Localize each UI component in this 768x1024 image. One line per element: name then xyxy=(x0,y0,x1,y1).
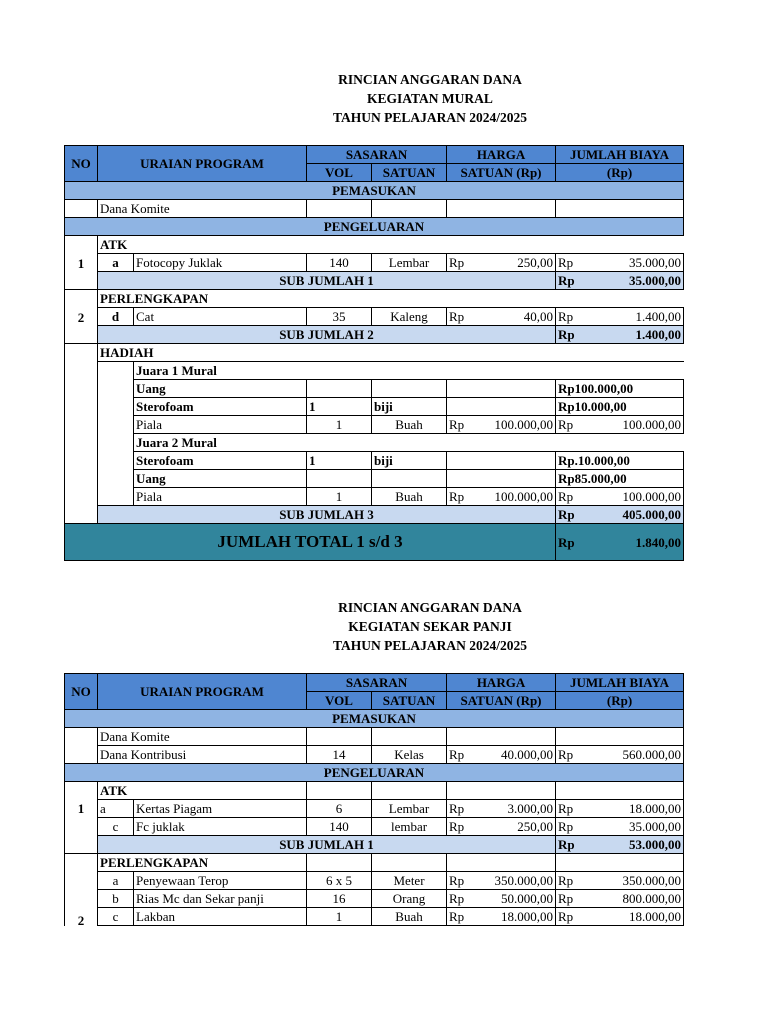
rp-label: Rp xyxy=(558,489,574,504)
item-code: d xyxy=(98,308,134,326)
table-row xyxy=(65,308,684,326)
dana-komite-label: Dana Komite xyxy=(98,200,307,218)
item-harga: 18.000,00 xyxy=(501,909,554,924)
rp-label: Rp xyxy=(558,255,574,270)
item-code: a xyxy=(98,800,134,818)
header-harga-satuan: SATUAN (Rp) xyxy=(447,692,556,710)
item-jumlah: 35.000,00 xyxy=(629,255,682,270)
table-row xyxy=(65,908,684,926)
item-satuan: biji xyxy=(372,398,447,416)
rp-label: Rp xyxy=(449,819,465,834)
doc1-title-line2: KEGIATAN MURAL xyxy=(367,91,493,106)
rp-label: Rp xyxy=(449,909,465,924)
item-vol: 1 xyxy=(307,908,372,926)
table-row xyxy=(65,380,684,398)
item-satuan: Kelas xyxy=(372,746,447,764)
item-vol: 140 xyxy=(307,818,372,836)
table-row xyxy=(65,434,684,452)
table-row xyxy=(65,488,684,506)
table-row xyxy=(65,872,684,890)
item-name: Kertas Piagam xyxy=(134,800,307,818)
header-no: NO xyxy=(65,674,98,710)
table-row xyxy=(65,470,684,488)
item-code: b xyxy=(98,890,134,908)
header-harga: HARGA xyxy=(447,674,556,692)
pemasukan-band: PEMASUKAN xyxy=(65,182,684,200)
subtotal-value: 1.400,00 xyxy=(635,327,682,342)
header-uraian: URAIAN PROGRAM xyxy=(98,674,307,710)
item-satuan: Lembar xyxy=(372,800,447,818)
header-jumlah-rp: (Rp) xyxy=(556,692,684,710)
item-satuan: Orang xyxy=(372,890,447,908)
table-row xyxy=(65,254,684,272)
header-satuan: SATUAN xyxy=(372,692,447,710)
item-harga: 40,00 xyxy=(523,309,554,324)
item-name: Sterofoam xyxy=(134,452,307,470)
header-harga-satuan: SATUAN (Rp) xyxy=(447,164,556,182)
item-vol: 1 xyxy=(307,416,372,434)
rp-label: Rp xyxy=(449,417,465,432)
table-row xyxy=(65,746,684,764)
table-row xyxy=(65,398,684,416)
item-jumlah: Rp.10.000,00 xyxy=(556,452,684,470)
rp-label: Rp xyxy=(558,507,575,522)
item-vol: 6 x 5 xyxy=(307,872,372,890)
subtotal-row xyxy=(65,506,684,524)
pengeluaran-band: PENGELUARAN xyxy=(65,218,684,236)
section-label-hadiah: HADIAH xyxy=(98,344,684,362)
section-label-perlengkapan: PERLENGKAPAN xyxy=(98,854,307,872)
item-jumlah: 350.000,00 xyxy=(622,873,682,888)
item-harga: 250,00 xyxy=(517,819,554,834)
table-row xyxy=(65,344,684,362)
grand-total-value: 1.840,00 xyxy=(635,534,682,550)
subtotal-label: SUB JUMLAH 2 xyxy=(98,326,556,344)
rp-label: Rp xyxy=(558,273,575,288)
table-row xyxy=(65,236,684,254)
item-jumlah: 100.000,00 xyxy=(622,489,682,504)
subtotal-value: 35.000,00 xyxy=(629,273,682,288)
item-satuan: Buah xyxy=(372,416,447,434)
doc2-title-line2: KEGIATAN SEKAR PANJI xyxy=(348,619,512,634)
header-sasaran: SASARAN xyxy=(307,674,447,692)
subtotal-value: 405.000,00 xyxy=(622,507,682,522)
doc1-title-line3: TAHUN PELAJARAN 2024/2025 xyxy=(332,110,527,125)
item-vol: 16 xyxy=(307,890,372,908)
section-label-perlengkapan: PERLENGKAPAN xyxy=(98,290,684,308)
total-row xyxy=(65,524,684,561)
rp-label: Rp xyxy=(558,309,574,324)
rp-label: Rp xyxy=(558,417,574,432)
item-code: c xyxy=(98,908,134,926)
rp-label: Rp xyxy=(449,489,465,504)
header-sasaran: SASARAN xyxy=(307,146,447,164)
subtotal-label: SUB JUMLAH 1 xyxy=(98,272,556,290)
item-harga: 3.000,00 xyxy=(507,801,554,816)
table-row xyxy=(65,362,684,380)
rp-label: Rp xyxy=(558,891,574,906)
item-name: Cat xyxy=(134,308,307,326)
item-satuan: Buah xyxy=(372,908,447,926)
pengeluaran-band: PENGELUARAN xyxy=(65,764,684,782)
subtotal-row xyxy=(65,326,684,344)
item-harga: 100.000,00 xyxy=(494,417,554,432)
table-row xyxy=(65,818,684,836)
section-number: 1 xyxy=(65,782,98,836)
item-vol: 35 xyxy=(307,308,372,326)
subtotal-label: SUB JUMLAH 3 xyxy=(98,506,556,524)
item-name: Uang xyxy=(134,470,307,488)
item-vol: 1 xyxy=(307,488,372,506)
doc2-title-line3: TAHUN PELAJARAN 2024/2025 xyxy=(332,638,527,653)
item-jumlah: Rp100.000,00 xyxy=(556,380,684,398)
table-row xyxy=(65,890,684,908)
rp-label: Rp xyxy=(449,309,465,324)
doc1-title xyxy=(0,70,768,127)
item-satuan: lembar xyxy=(372,818,447,836)
table-row xyxy=(65,728,684,746)
dana-komite-label: Dana Komite xyxy=(98,728,307,746)
rp-label: Rp xyxy=(558,909,574,924)
header-jumlah: JUMLAH BIAYA xyxy=(556,146,684,164)
header-uraian: URAIAN PROGRAM xyxy=(98,146,307,182)
doc2-title-line1: RINCIAN ANGGARAN DANA xyxy=(338,600,522,615)
item-name: Rias Mc dan Sekar panji xyxy=(134,890,307,908)
header-vol: VOL xyxy=(307,692,372,710)
item-name: Uang xyxy=(134,380,307,398)
table-row xyxy=(65,416,684,434)
rp-label: Rp xyxy=(449,801,465,816)
item-harga: 100.000,00 xyxy=(494,489,554,504)
header-jumlah-rp: (Rp) xyxy=(556,164,684,182)
item-name: Piala xyxy=(134,416,307,434)
item-jumlah: 1.400,00 xyxy=(635,309,682,324)
rp-label: Rp xyxy=(449,747,465,762)
item-satuan: Lembar xyxy=(372,254,447,272)
subtotal-value: 53.000,00 xyxy=(629,837,682,852)
item-jumlah: 18.000,00 xyxy=(629,909,682,924)
item-satuan: biji xyxy=(372,452,447,470)
juara1-label: Juara 1 Mural xyxy=(134,362,684,380)
rp-label: Rp xyxy=(558,747,574,762)
doc2-title xyxy=(0,598,768,655)
mural-budget-table xyxy=(64,145,684,561)
item-code: c xyxy=(98,818,134,836)
table-row xyxy=(65,290,684,308)
section-number: 1 xyxy=(65,236,98,272)
item-jumlah: Rp85.000,00 xyxy=(556,470,684,488)
rp-label: Rp xyxy=(558,801,574,816)
item-satuan: Kaleng xyxy=(372,308,447,326)
dana-kontribusi-label: Dana Kontribusi xyxy=(98,746,307,764)
table-header-row xyxy=(65,146,684,164)
rp-label: Rp xyxy=(449,873,465,888)
item-vol: 1 xyxy=(307,398,372,416)
grand-total-label: JUMLAH TOTAL 1 s/d 3 xyxy=(65,524,556,561)
table-header-row xyxy=(65,674,684,692)
header-vol: VOL xyxy=(307,164,372,182)
item-vol: 14 xyxy=(307,746,372,764)
item-name: Fc juklak xyxy=(134,818,307,836)
item-jumlah: 100.000,00 xyxy=(622,417,682,432)
rp-label: Rp xyxy=(558,837,575,852)
section-label-atk: ATK xyxy=(98,236,684,254)
item-name: Penyewaan Terop xyxy=(134,872,307,890)
item-harga: 350.000,00 xyxy=(494,873,554,888)
item-satuan: Meter xyxy=(372,872,447,890)
juara2-label: Juara 2 Mural xyxy=(134,434,684,452)
item-jumlah: 800.000,00 xyxy=(622,891,682,906)
subtotal-row xyxy=(65,272,684,290)
rp-label: Rp xyxy=(449,255,465,270)
table-row xyxy=(65,854,684,872)
header-harga: HARGA xyxy=(447,146,556,164)
header-jumlah: JUMLAH BIAYA xyxy=(556,674,684,692)
rp-label: Rp xyxy=(558,327,575,342)
rp-label: Rp xyxy=(558,534,575,550)
header-satuan: SATUAN xyxy=(372,164,447,182)
section-number: 2 xyxy=(65,290,98,326)
item-name: Sterofoam xyxy=(134,398,307,416)
doc1-title-line1: RINCIAN ANGGARAN DANA xyxy=(338,72,522,87)
rp-label: Rp xyxy=(449,891,465,906)
item-harga: 40.000,00 xyxy=(501,747,554,762)
table-row xyxy=(65,452,684,470)
item-name: Piala xyxy=(134,488,307,506)
table-row xyxy=(65,800,684,818)
pemasukan-band: PEMASUKAN xyxy=(65,710,684,728)
subtotal-row xyxy=(65,836,684,854)
item-jumlah: Rp10.000,00 xyxy=(556,398,684,416)
section-label-atk: ATK xyxy=(98,782,134,800)
rp-label: Rp xyxy=(558,819,574,834)
item-vol: 6 xyxy=(307,800,372,818)
header-no: NO xyxy=(65,146,98,182)
item-jumlah: 35.000,00 xyxy=(629,819,682,834)
section-number: 2 xyxy=(65,854,98,926)
item-harga: 50.000,00 xyxy=(501,891,554,906)
item-vol: 1 xyxy=(307,452,372,470)
item-jumlah: 18.000,00 xyxy=(629,801,682,816)
item-code: a xyxy=(98,254,134,272)
item-harga: 250,00 xyxy=(517,255,554,270)
item-jumlah: 560.000,00 xyxy=(622,747,682,762)
item-satuan: Buah xyxy=(372,488,447,506)
subtotal-label: SUB JUMLAH 1 xyxy=(98,836,556,854)
table-row xyxy=(65,200,684,218)
item-vol: 140 xyxy=(307,254,372,272)
item-code: a xyxy=(98,872,134,890)
rp-label: Rp xyxy=(558,873,574,888)
sekar-panji-budget-table xyxy=(64,673,684,926)
item-name: Lakban xyxy=(134,908,307,926)
item-name: Fotocopy Juklak xyxy=(134,254,307,272)
table-row xyxy=(65,782,684,800)
